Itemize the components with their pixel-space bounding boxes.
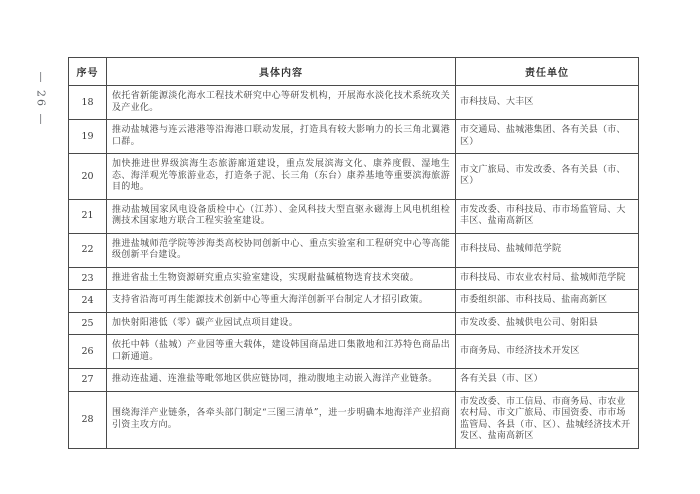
row-content: 推动连盐通、连淮盐等毗邻地区供应链协同，推动腹地主动嵌入海洋产业链条。	[107, 369, 456, 392]
task-table	[68, 57, 639, 449]
row-content: 支持省沿海可再生能源技术创新中心等重大海洋创新平台制定人才招引政策。	[107, 290, 456, 313]
column-header-responsible-unit: 责任单位	[456, 58, 639, 86]
row-seq-no: 27	[69, 369, 107, 392]
row-responsible-unit: 市科技局、市农业农村局、盐城师范学院	[456, 267, 639, 290]
row-seq-no: 18	[69, 86, 107, 120]
row-content: 围绕海洋产业链条，各牵头部门制定“三图三清单”，进一步明确本地海洋产业招商引资主攻方向。	[107, 391, 456, 448]
column-header-seq-no: 序号	[69, 58, 107, 86]
table-row	[69, 199, 639, 233]
row-responsible-unit: 市交通局、盐城港集团、各有关县（市、区）	[456, 120, 639, 154]
row-seq-no: 21	[69, 199, 107, 233]
row-seq-no: 23	[69, 267, 107, 290]
row-content: 依托省新能源淡化海水工程技术研究中心等研发机构，开展海水淡化技术系统攻关及产业化。	[107, 86, 456, 120]
row-seq-no: 24	[69, 290, 107, 313]
row-seq-no: 22	[69, 233, 107, 267]
row-content: 加快射阳港低（零）碳产业园试点项目建设。	[107, 312, 456, 335]
row-responsible-unit: 市文广旅局、市发改委、各有关县（市、区）	[456, 154, 639, 200]
page-number: — 26 —	[34, 71, 48, 127]
table-row	[69, 154, 639, 200]
row-responsible-unit: 市科技局、盐城师范学院	[456, 233, 639, 267]
table-body	[69, 86, 639, 449]
row-seq-no: 25	[69, 312, 107, 335]
column-header-content: 具体内容	[107, 58, 456, 86]
row-content: 推动盐城港与连云港港等沿海港口联动发展，打造具有较大影响力的长三角北翼港口群。	[107, 120, 456, 154]
row-content: 依托中韩（盐城）产业园等重大载体，建设韩国商品进口集散地和江苏特色商品出口新通道。	[107, 335, 456, 369]
table-row	[69, 391, 639, 448]
row-responsible-unit: 市科技局、大丰区	[456, 86, 639, 120]
row-responsible-unit: 市委组织部、市科技局、盐南高新区	[456, 290, 639, 313]
row-responsible-unit: 市发改委、盐城供电公司、射阳县	[456, 312, 639, 335]
table-row	[69, 86, 639, 120]
table-header-row	[69, 58, 639, 86]
row-responsible-unit: 市发改委、市工信局、市商务局、市农业农村局、市文广旅局、市国资委、市市场监管局、各县（市、区）、盐城经济技术开发区、盐南高新区	[456, 391, 639, 448]
table-row	[69, 290, 639, 313]
row-seq-no: 19	[69, 120, 107, 154]
table-row	[69, 267, 639, 290]
table-row	[69, 312, 639, 335]
table-row	[69, 233, 639, 267]
row-responsible-unit: 各有关县（市、区）	[456, 369, 639, 392]
row-responsible-unit: 市商务局、市经济技术开发区	[456, 335, 639, 369]
row-seq-no: 28	[69, 391, 107, 448]
row-seq-no: 26	[69, 335, 107, 369]
table-row	[69, 335, 639, 369]
table-row	[69, 120, 639, 154]
row-content: 推动盐城国家风电设备质检中心（江苏）、金风科技大型直驱永磁海上风电机组检测技术国家地方联合工程实验室建设。	[107, 199, 456, 233]
row-content: 推进省盐土生物资源研究重点实验室建设，实现耐盐碱植物选育技术突破。	[107, 267, 456, 290]
row-seq-no: 20	[69, 154, 107, 200]
row-content: 加快推进世界级滨海生态旅游廊道建设，重点发展滨海文化、康养度假、湿地生态、海洋观光等旅游业态，打造条子泥、长三角（东台）康养基地等重要滨海旅游目的地。	[107, 154, 456, 200]
table-row	[69, 369, 639, 392]
row-responsible-unit: 市发改委、市科技局、市市场监管局、大丰区、盐南高新区	[456, 199, 639, 233]
row-content: 推进盐城师范学院等涉海类高校协同创新中心、重点实验室和工程研究中心等高能级创新平台建设。	[107, 233, 456, 267]
